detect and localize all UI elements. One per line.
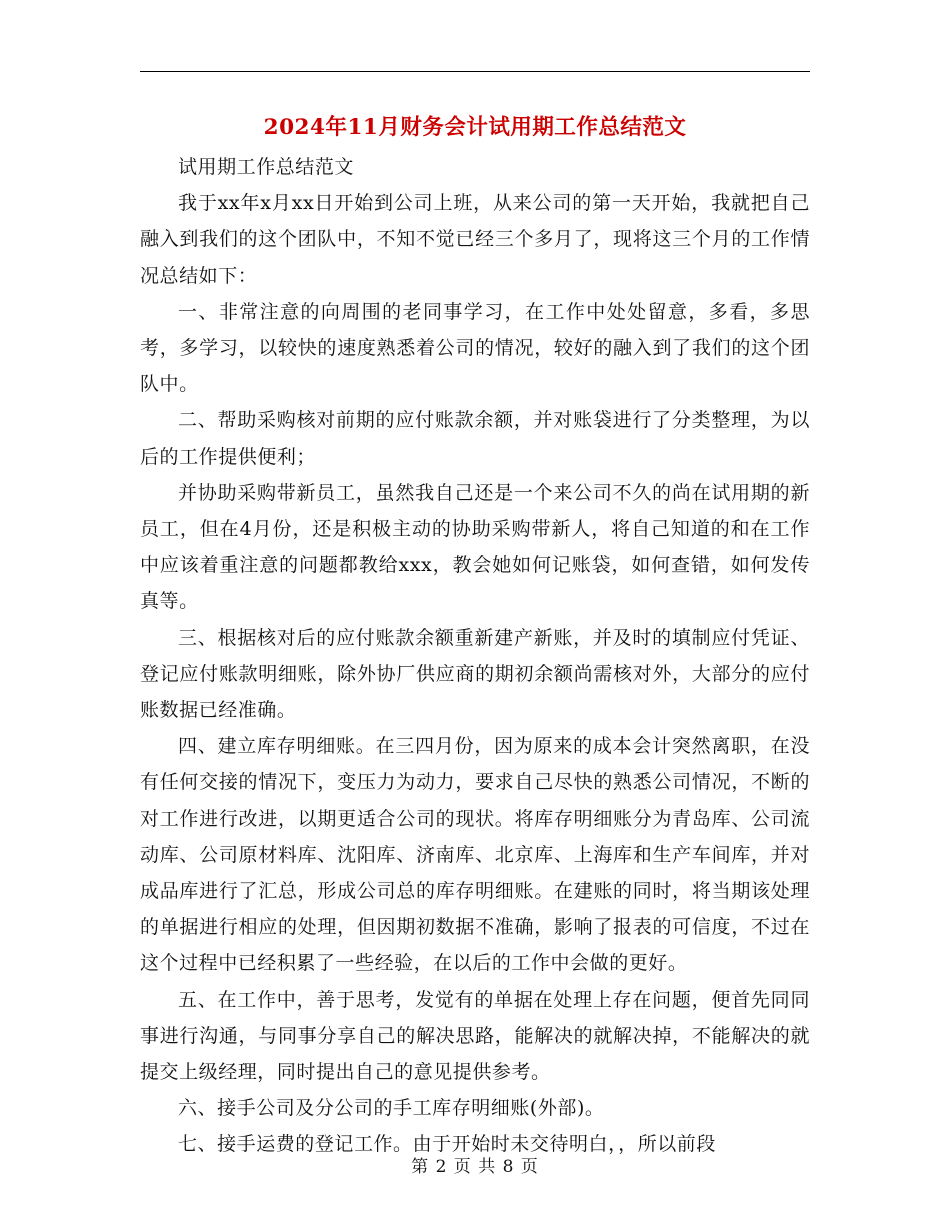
paragraph-item-2-continued: 并协助采购带新员工，虽然我自己还是一个来公司不久的尚在试用期的新员工，但在4月份，还是积极主动的协助采购带新人，将自己知道的和在工作中应该着重注意的问题都教给xxx，教会她如何记账袋，如何查错，如何发传真等。 [140, 481, 810, 613]
header-rule [140, 71, 810, 72]
paragraph-intro: 我于xx年x月xx日开始到公司上班，从来公司的第一天开始，我就把自己融入到我们的这个团队中，不知不觉已经三个多月了，现将这三个月的工作情况总结如下： [140, 192, 810, 287]
paragraph-item-1: 一、非常注意的向周围的老同事学习，在工作中处处留意，多看，多思考，多学习，以较快的速度熟悉着公司的情况，较好的融入到了我们的这个团队中。 [140, 300, 810, 396]
paragraph-subtitle: 试用期工作总结范文 [178, 156, 354, 178]
paragraph-item-6: 六、接手公司及分公司的手工库存明细账(外部)。 [178, 1097, 605, 1120]
paragraph-item-4: 四、建立库存明细账。在三四月份，因为原来的成本会计突然离职，在没有任何交接的情况下，变压力为动力，要求自己尽快的熟悉公司情况，不断的对工作进行改进，以期更适合公司的现状。将库存明细账分为青岛库、公司流动库、公司原材料库、沈阳库、济南库、北京库、上海库和生产车间库，并对成品库进行了汇总，形成公司总的库存明细账。在建账的同时，将当期该处理的单据进行相应的处理，但因期初数据不准确，影响了报表的可信度，不过在这个过程中已经积累了一些经验，在以后的工作中会做的更好。 [140, 735, 810, 975]
document-title: 2024年11月财务会计试用期工作总结范文 [263, 115, 687, 140]
paragraph-item-5: 五、在工作中，善于思考，发觉有的单据在处理上存在问题，便首先同同事进行沟通，与同事分享自己的解决思路，能解决的就解决掉，不能解决的就提交上级经理，同时提出自己的意见提供参考。 [140, 988, 810, 1084]
paragraph-item-2: 二、帮助采购核对前期的应付账款余额，并对账袋进行了分类整理，为以后的工作提供便利； [140, 409, 810, 468]
paragraph-item-7: 七、接手运费的登记工作。由于开始时未交待明白，，所以前段 [178, 1133, 716, 1156]
document-body [140, 149, 810, 1163]
page-number-footer: 第 2 页 共 8 页 [411, 1157, 539, 1177]
paragraph-item-3: 三、根据核对后的应付账款余额重新建产新账，并及时的填制应付凭证、登记应付账款明细账，除外协厂供应商的期初余额尚需核对外，大部分的应付账数据已经准确。 [140, 626, 810, 722]
